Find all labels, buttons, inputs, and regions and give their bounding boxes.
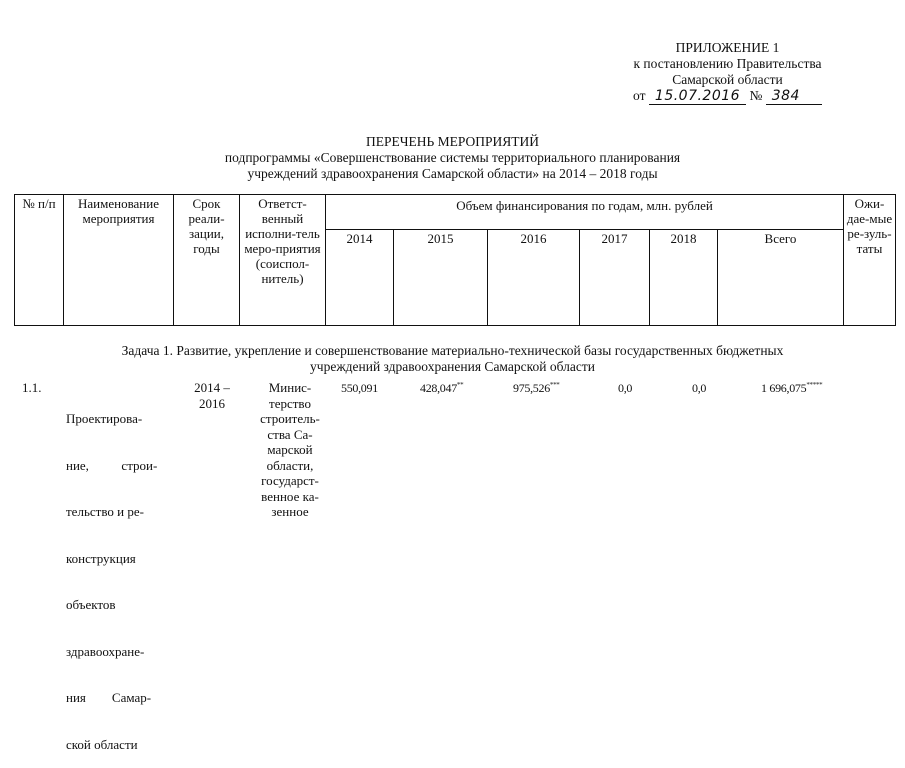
task-line2: учреждений здравоохранения Самарской области [310,359,595,374]
appendix-date-line [600,88,855,105]
appendix-title: ПРИЛОЖЕНИЕ 1 [675,40,780,55]
header-table [14,194,896,326]
value-2017: 0,0 [618,381,633,395]
appendix-line2: к постановлению Правительства [633,56,822,71]
col-exec-header: Ответст-венный исполни-тель меро-приятия (соиспол-нитель) [240,195,326,326]
appendix-line3: Самарской области [672,72,783,87]
document-title [0,134,905,182]
value-total: 1 696,075***** [761,381,823,395]
appendix-block [600,40,855,105]
value-2014: 550,091 [341,381,378,395]
year-2018-header: 2018 [650,229,718,325]
col-name-header: Наименование мероприятия [64,195,174,326]
col-funding-header: Объем финансирования по годам, млн. рублей [326,195,844,230]
col-num-header: № п/п [15,195,64,326]
year-2015-header: 2015 [394,229,488,325]
task-heading [0,343,905,375]
title-line1: ПЕРЕЧЕНЬ МЕРОПРИЯТИЙ [365,134,540,149]
row-exec: Минис- терство строитель- ства Са- марской области, государст- венное ка- зенное [260,380,320,519]
year-total-header: Всего [718,229,844,325]
value-2016: 975,526*** [513,381,560,395]
row-name: Проектирова- ние, строи- тельство и ре- конструкция объектов здравоохране- ния Самар- ской области [66,411,158,752]
task-line1: Задача 1. Развитие, укрепление и совершенствование материально-технической базы государственных бюджетных [121,343,784,358]
value-2015: 428,047** [420,381,464,395]
title-line3: учреждений здравоохранения Самарской области» на 2014 – 2018 годы [247,166,658,181]
col-term-header: Срок реали-зации, годы [174,195,240,326]
value-2018: 0,0 [692,381,707,395]
handwritten-date: 15.07.2016 [649,88,746,105]
from-label: от [633,88,646,103]
row-term: 2014 – 2016 [194,380,230,411]
year-2016-header: 2016 [488,229,580,325]
handwritten-number: 384 [766,88,822,105]
year-2014-header: 2014 [326,229,394,325]
row-num: 1.1. [22,380,42,395]
col-result-header: Ожи-дае-мые ре-зуль-таты [844,195,896,326]
title-line2: подпрограммы «Совершенствование системы территориального планирования [224,150,681,165]
number-label: № [749,88,763,103]
year-2017-header: 2017 [580,229,650,325]
